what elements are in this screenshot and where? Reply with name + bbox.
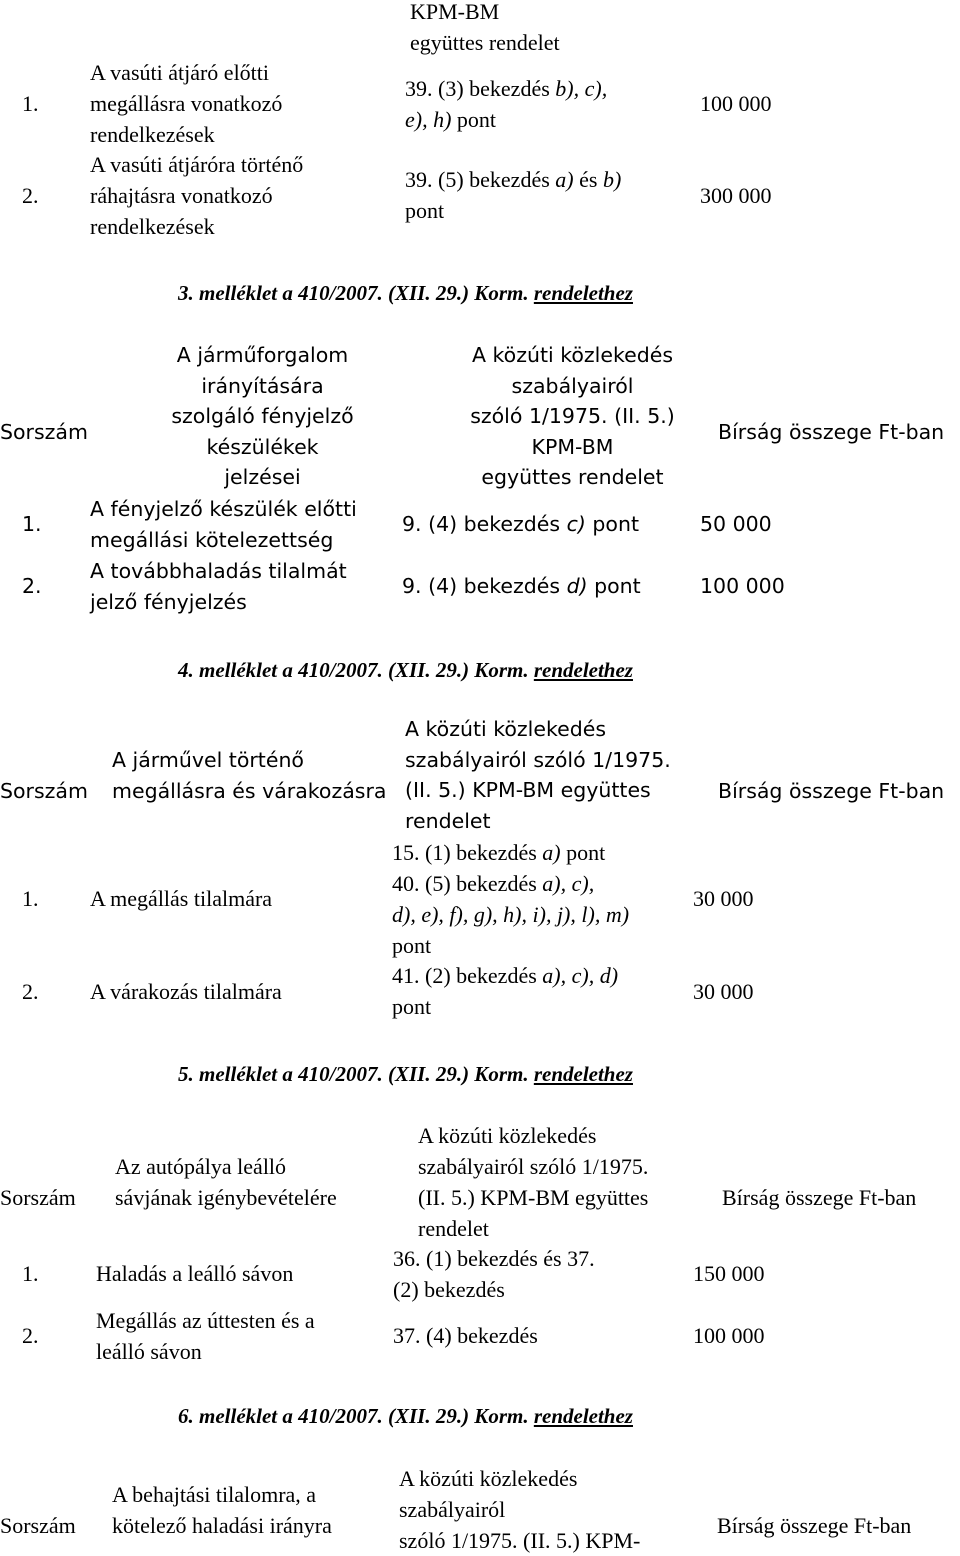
row-number: 1. [22, 512, 42, 536]
row-reference: 39. (5) bekezdés a) és b) pont [405, 167, 622, 223]
col-header-fine: Bírság összege Ft-ban [718, 779, 945, 803]
row-description: A várakozás tilalmára [90, 979, 282, 1004]
col-header-fine: Bírság összege Ft-ban [717, 1513, 912, 1538]
annex4-heading-link[interactable]: rendelethez [533, 658, 633, 682]
row-description: A vasúti átjáróra történő ráhajtásra vonatkozó rendelkezések [90, 152, 304, 239]
col-header-description: A járműforgalom irányítására szolgáló fényjelző készülékek jelzései [171, 343, 354, 489]
row-description: A megállás tilalmára [90, 886, 273, 911]
col-header-sorszam: Sorszám [0, 1513, 76, 1538]
row-description: A fényjelző készülék előtti megállási kötelezettség [90, 497, 357, 552]
row-reference: 9. (4) bekezdés d) pont [402, 574, 641, 598]
row-description: Megállás az úttesten és a leálló sávon [96, 1308, 315, 1364]
header-tail-line-1: KPM-BM [410, 0, 500, 24]
annex5-heading: 5. melléklet a 410/2007. (XII. 29.) Korm. rendelethez [178, 1062, 633, 1086]
header-tail-line-2: együttes rendelet [410, 30, 560, 55]
row-amount: 100 000 [700, 91, 772, 116]
col-header-description: A járművel történő megállásra és várakozásra [112, 748, 387, 803]
row-amount: 100 000 [693, 1323, 765, 1348]
annex6-heading: 6. melléklet a 410/2007. (XII. 29.) Korm. rendelethez [178, 1404, 633, 1428]
row-reference: 39. (3) bekezdés b), c), e), h) pont [405, 76, 608, 132]
row-amount: 100 000 [700, 574, 785, 598]
col-header-sorszam: Sorszám [0, 1185, 76, 1210]
col-header-sorszam: Sorszám [0, 779, 88, 803]
col-header-sorszam: Sorszám [0, 420, 88, 444]
row-number: 1. [22, 1261, 39, 1286]
row-description: A vasúti átjáró előtti megállásra vonatkozó rendelkezések [90, 60, 283, 147]
col-header-fine: Bírság összege Ft-ban [722, 1185, 917, 1210]
annex3-heading-link[interactable]: rendelethez [533, 281, 633, 305]
row-amount: 300 000 [700, 183, 772, 208]
col-header-reference: A közúti közlekedés szabályairól szóló 1/1975. (II. 5.) KPM- [399, 1466, 641, 1553]
row-number: 2. [22, 979, 39, 1004]
col-header-reference: A közúti közlekedés szabályairól szóló 1/1975. (II. 5.) KPM-BM együttes rendelet [470, 343, 675, 489]
col-header-description: A behajtási tilalomra, a kötelező haladási irányra [112, 1482, 332, 1538]
row-amount: 30 000 [693, 979, 754, 1004]
row-number: 2. [22, 574, 42, 598]
row-number: 2. [22, 183, 39, 208]
annex4-heading: 4. melléklet a 410/2007. (XII. 29.) Korm. rendelethez [178, 658, 633, 682]
row-amount: 150 000 [693, 1261, 765, 1286]
row-number: 1. [22, 886, 39, 911]
annex3-heading: 3. melléklet a 410/2007. (XII. 29.) Korm. rendelethez [178, 281, 633, 305]
row-reference: 41. (2) bekezdés a), c), d) pont [392, 963, 619, 1019]
col-header-fine: Bírság összege Ft-ban [718, 420, 945, 444]
row-description: A továbbhaladás tilalmát jelző fényjelzés [90, 559, 347, 614]
annex5-heading-link[interactable]: rendelethez [533, 1062, 633, 1086]
row-reference: 15. (1) bekezdés a) pont 40. (5) bekezdés a), c), d), e), f), g), h), i), j), l), m) pont [392, 840, 630, 958]
row-amount: 50 000 [700, 512, 772, 536]
row-reference: 37. (4) bekezdés [393, 1323, 538, 1348]
col-header-reference: A közúti közlekedés szabályairól szóló 1/1975. (II. 5.) KPM-BM együttes rendelet [405, 717, 671, 833]
row-number: 2. [22, 1323, 39, 1348]
row-amount: 30 000 [693, 886, 754, 911]
row-number: 1. [22, 91, 39, 116]
row-description: Haladás a leálló sávon [96, 1261, 294, 1286]
col-header-description: Az autópálya leálló sávjának igénybevételére [115, 1154, 337, 1210]
row-reference: 36. (1) bekezdés és 37. (2) bekezdés [393, 1246, 595, 1302]
col-header-reference: A közúti közlekedés szabályairól szóló 1/1975. (II. 5.) KPM-BM együttes rendelet [418, 1123, 649, 1241]
row-reference: 9. (4) bekezdés c) pont [402, 512, 639, 536]
annex6-heading-link[interactable]: rendelethez [533, 1404, 633, 1428]
